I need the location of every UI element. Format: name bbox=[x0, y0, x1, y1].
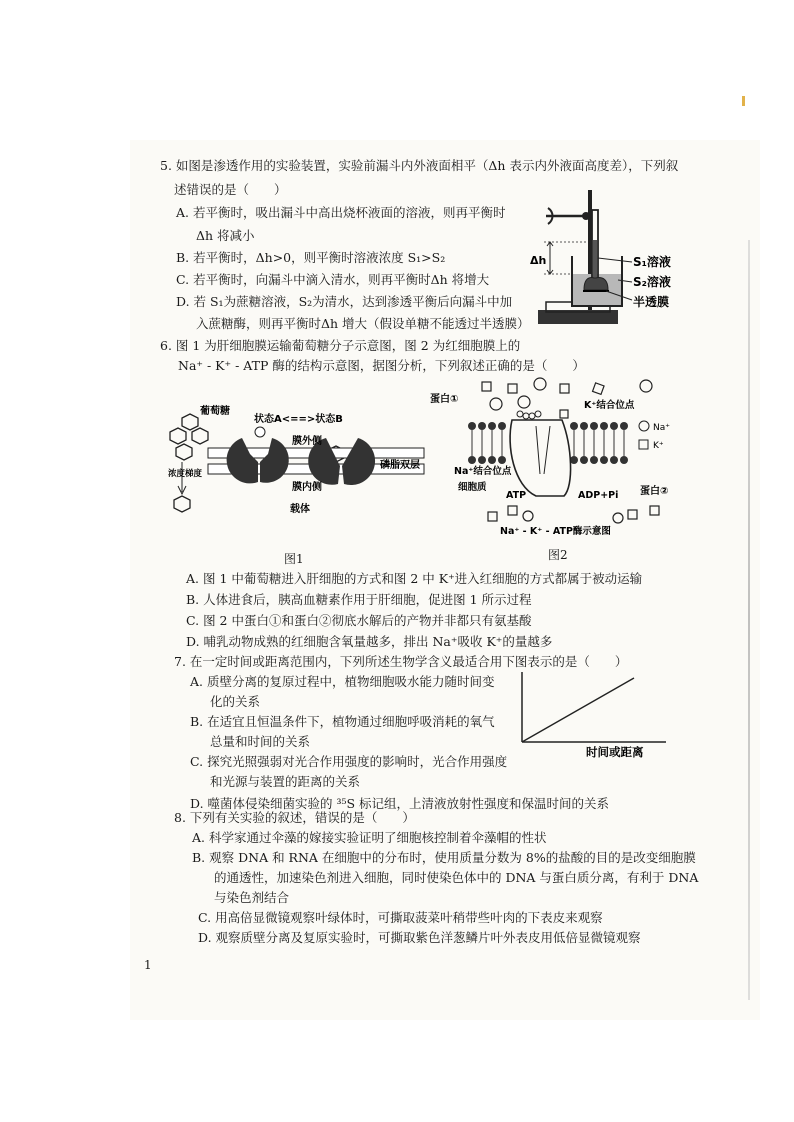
protein-channel bbox=[536, 426, 550, 474]
k-ion-square-icon bbox=[508, 506, 517, 515]
q7-option-c-cont: 和光源与装置的距离的关系 bbox=[210, 774, 361, 789]
q7-option-c: C. 探究光照强弱对光合作用强度的影响时，光合作用强度 bbox=[190, 754, 508, 769]
na-ion-circle-icon bbox=[640, 380, 652, 392]
q6-option-a: A. 图 1 中葡萄糖进入肝细胞的方式和图 2 中 K⁺进入红细胞的方式都属于被动运输 bbox=[186, 571, 643, 586]
figure-1-caption: 图1 bbox=[284, 552, 304, 566]
na-ion-circle-icon bbox=[613, 513, 623, 523]
legend-k-icon bbox=[639, 440, 648, 449]
na-ion-circle-icon bbox=[518, 396, 530, 408]
inner-side-label: 膜内侧 bbox=[292, 482, 322, 493]
q7-option-d: D. 噬菌体侵染细菌实验的 ³⁵S 标记组，上清液放射性强度和保温时间的关系 bbox=[190, 796, 610, 811]
page-number: 1 bbox=[144, 958, 152, 972]
q7-option-a: A. 质壁分离的复原过程中，植物细胞吸水能力随时间变 bbox=[190, 674, 495, 689]
q7-option-b: B. 在适宜且恒温条件下，植物通过细胞呼吸消耗的氧气 bbox=[190, 714, 495, 729]
glucose-binding-circle bbox=[255, 427, 265, 437]
na-ion-circle-icon bbox=[534, 378, 546, 390]
q5-option-a-cont: Δh 将减小 bbox=[196, 228, 255, 243]
protein2-label: 蛋白② bbox=[640, 486, 669, 497]
glucose-hexagon-icon bbox=[170, 428, 186, 444]
graph-increasing-line bbox=[522, 678, 634, 742]
figure-2-caption: 图2 bbox=[548, 548, 568, 562]
q7-stem: 7. 在一定时间或距离范围内，下列所述生物学含义最适合用下图表示的是（ ） bbox=[174, 654, 628, 669]
membrane-label: 半透膜 bbox=[633, 295, 670, 309]
q5-option-d: D. 若 S₁为蔗糖溶液，S₂为清水，达到渗透平衡后向漏斗中加 bbox=[176, 294, 513, 309]
q5-option-c: C. 若平衡时，向漏斗中滴入清水，则再平衡时Δh 将增大 bbox=[176, 272, 490, 287]
figure-2-na-k-atpase bbox=[424, 376, 704, 540]
q8-option-b-cont2: 与染色剂结合 bbox=[214, 890, 290, 905]
q6-option-d: D. 哺乳动物成熟的红细胞含氧量越多，排出 Na⁺吸收 K⁺的量越多 bbox=[186, 634, 553, 649]
k-ion-square-icon bbox=[628, 510, 637, 519]
osmosis-apparatus-figure bbox=[528, 190, 688, 332]
s1-leader bbox=[598, 258, 632, 262]
q6-stem-line2: Na⁺ - K⁺ - ATP 酶的结构示意图，据图分析，下列叙述正确的是（ ） bbox=[178, 358, 585, 373]
s1-label: S₁溶液 bbox=[633, 255, 671, 269]
atpase-protein-body bbox=[510, 420, 571, 496]
glucose-label: 葡萄糖 bbox=[200, 406, 230, 417]
state-label: 状态A<==>状态B bbox=[254, 414, 343, 425]
cytoplasm-label: 细胞质 bbox=[458, 482, 487, 493]
s2-label: S₂溶液 bbox=[633, 275, 671, 289]
q5-stem-line2: 述错误的是（ ） bbox=[174, 182, 287, 197]
legend-na-label: Na⁺ bbox=[653, 423, 670, 433]
carrier-state-a-right bbox=[260, 438, 289, 483]
funnel-bulb bbox=[584, 278, 608, 290]
page-edge-shadow bbox=[748, 240, 750, 1000]
q5-stem-line1: 5. 如图是渗透作用的实验装置，实验前漏斗内外液面相平（Δh 表示内外液面高度差），下列叙 bbox=[160, 158, 679, 173]
q5-option-d-cont: 入蔗糖酶，则再平衡时Δh 增大（假设单糖不能透过半透膜） bbox=[196, 316, 530, 331]
q8-option-c: C. 用高倍显微镜观察叶绿体时，可撕取菠菜叶稍带些叶肉的下表皮来观察 bbox=[198, 910, 603, 925]
legend-na-icon bbox=[639, 421, 649, 431]
outer-side-label: 膜外侧 bbox=[292, 436, 322, 447]
yellow-edge-mark bbox=[742, 96, 745, 106]
q7-line-graph bbox=[516, 668, 676, 758]
k-ion-square-icon bbox=[560, 410, 568, 418]
k-ion-square-icon bbox=[650, 506, 659, 515]
q5-option-b: B. 若平衡时，Δh>0，则平衡时溶液浓度 S₁>S₂ bbox=[176, 250, 446, 265]
legend-k-label: K⁺ bbox=[653, 441, 664, 451]
q8-option-b: B. 观察 DNA 和 RNA 在细胞中的分布时，使用质量分数为 8%的盐酸的目的是改变细胞膜 bbox=[192, 850, 696, 865]
dh-label: Δh bbox=[530, 254, 547, 267]
na-ion-circle-icon bbox=[490, 398, 502, 410]
atp-label: ATP bbox=[506, 490, 527, 501]
carrier-state-b-right bbox=[342, 438, 375, 485]
k-ion-square-icon bbox=[593, 383, 605, 395]
q7-option-b-cont: 总量和时间的关系 bbox=[210, 734, 311, 749]
gradient-label: 浓度梯度 bbox=[168, 469, 203, 479]
q8-option-d: D. 观察质壁分离及复原实验时，可撕取紫色洋葱鳞片叶外表皮用低倍显微镜观察 bbox=[198, 930, 641, 945]
glucose-hexagon-icon bbox=[176, 444, 192, 460]
na-ion-circle-icon bbox=[523, 511, 533, 521]
q6-option-b: B. 人体进食后，胰高血糖素作用于肝细胞，促进图 1 所示过程 bbox=[186, 592, 532, 607]
q7-option-a-cont: 化的关系 bbox=[210, 694, 261, 709]
carrier-label: 载体 bbox=[290, 504, 310, 515]
k-ion-square-icon bbox=[508, 384, 517, 393]
carrier-state-a-left bbox=[227, 438, 258, 483]
glucose-hexagon-icon bbox=[182, 414, 198, 430]
protein1-label: 蛋白① bbox=[430, 394, 459, 405]
graph-x-label: 时间或距离 bbox=[586, 745, 644, 758]
protein1-chain bbox=[517, 411, 541, 419]
glucose-hexagon-icon bbox=[192, 428, 208, 444]
clamp-knob bbox=[582, 212, 590, 220]
q6-stem-line1: 6. 图 1 为肝细胞膜运输葡萄糖分子示意图，图 2 为红细胞膜上的 bbox=[160, 338, 521, 353]
k-ion-square-icon bbox=[482, 382, 491, 391]
k-ion-square-icon bbox=[560, 384, 569, 393]
q6-option-c: C. 图 2 中蛋白①和蛋白②彻底水解后的产物并非都只有氨基酸 bbox=[186, 613, 532, 628]
q8-stem: 8. 下列有关实验的叙述，错误的是（ ） bbox=[174, 810, 415, 825]
k-site-label: K⁺结合位点 bbox=[584, 400, 635, 411]
q8-option-a: A. 科学家通过伞藻的嫁接实验证明了细胞核控制着伞藻帽的性状 bbox=[192, 830, 547, 845]
glucose-hexagon-icon bbox=[174, 496, 190, 512]
q8-option-b-cont1: 的通透性，加速染色剂进入细胞，同时使染色体中的 DNA 与蛋白质分离，有利于 DNA bbox=[214, 870, 699, 885]
bilayer-label: 磷脂双层 bbox=[380, 460, 420, 471]
adp-label: ADP+Pi bbox=[578, 490, 619, 501]
na-site-label: Na⁺结合位点 bbox=[454, 466, 512, 477]
fig2-title: Na⁺ - K⁺ - ATP酶示意图 bbox=[500, 526, 611, 537]
k-ion-square-icon bbox=[488, 512, 497, 521]
tube-liquid bbox=[593, 240, 597, 280]
q5-option-a: A. 若平衡时，吸出漏斗中高出烧杯液面的溶液，则再平衡时 bbox=[176, 205, 506, 220]
figure-1-glucose-transport bbox=[168, 402, 430, 524]
